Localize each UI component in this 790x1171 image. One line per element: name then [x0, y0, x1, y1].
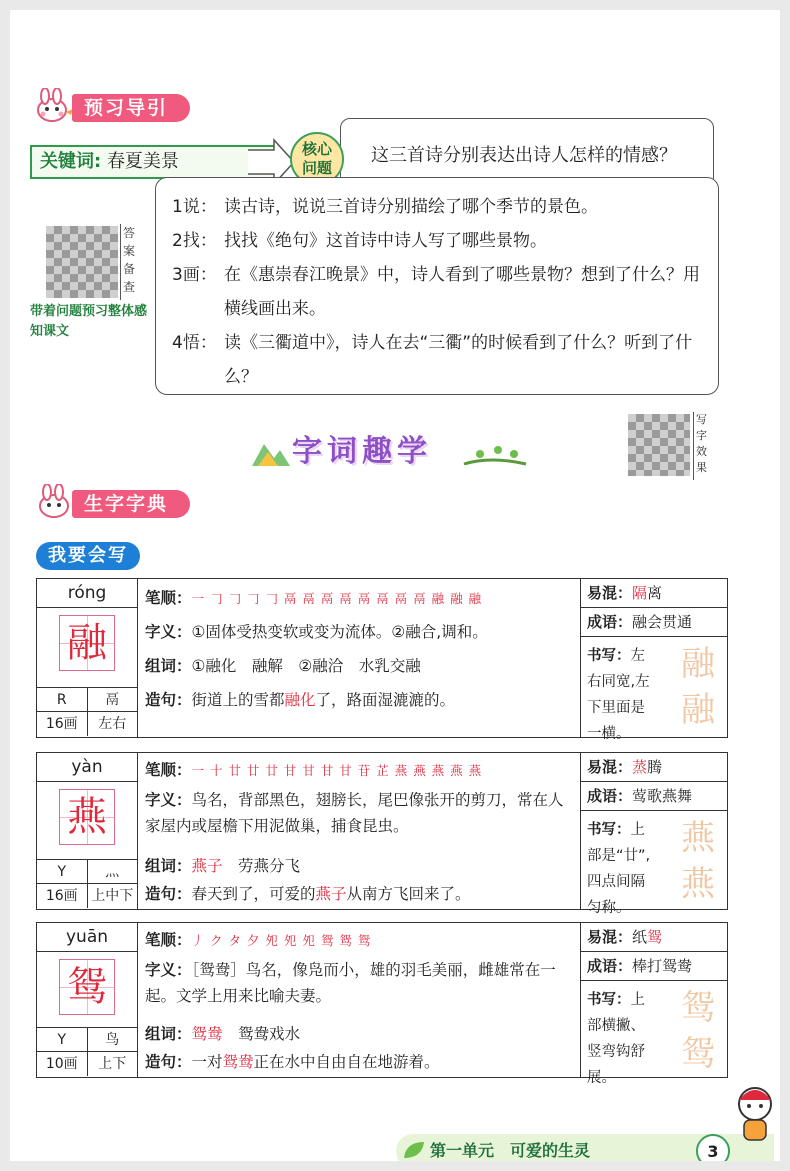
stroke-order-label: 笔顺： [145, 931, 192, 949]
idiom-label: 成语： [587, 613, 633, 631]
confuse-rest: 腾 [647, 758, 663, 776]
task-number: 4悟： [172, 333, 217, 353]
idiom: 融会贯通 [632, 613, 693, 631]
char-display: 鸳 [67, 964, 107, 1010]
copy-char: 燕 [681, 818, 715, 858]
char-info [37, 579, 138, 737]
words-label: 组词： [145, 857, 192, 875]
idiom-label: 成语： [587, 787, 633, 805]
radical-part: 鸟 [105, 1032, 120, 1048]
sentence-pre: 一对 [191, 1053, 223, 1071]
tasks-box [155, 177, 719, 395]
bunny-icon [34, 484, 76, 520]
confuse-red: 鸳 [647, 928, 663, 946]
meaning-label: 字义： [145, 623, 192, 641]
words-label: 组词： [145, 1025, 192, 1043]
section-title-text: 字词趣学 [292, 434, 432, 469]
task-item [172, 224, 702, 258]
mascot-icon [732, 1082, 778, 1146]
char-extra [580, 579, 727, 742]
copy-practice [677, 641, 719, 733]
sentence-post: 了，路面湿漉漉的。 [315, 691, 456, 709]
unit-title: 第一单元 可爱的生灵 [430, 1141, 591, 1160]
stroke-order-label: 笔顺： [145, 761, 192, 779]
leaf-icon [402, 1138, 426, 1161]
char-card [36, 578, 728, 742]
sentence-post: 从南方飞回来了。 [346, 885, 471, 903]
stroke-count: 10画 [37, 1052, 88, 1076]
mountain-icon [250, 438, 290, 468]
task-number: 2找： [172, 231, 217, 251]
write-note [587, 987, 657, 1091]
write-subtitle: 我要会写 [36, 542, 140, 570]
meaning: 鸟名，背部黑色，翅膀长，尾巴像张开的剪刀，常在人家屋内或屋檐下用泥做巢，捕食昆虫。 [145, 791, 564, 835]
copy-char: 融 [681, 690, 715, 730]
sentence-post: 正在水中自由自在地游着。 [253, 1053, 440, 1071]
stroke-order: 一 十 廿 廿 廿 甘 甘 甘 甘 苷 芷 燕 燕 燕 燕 燕 [191, 763, 483, 778]
idiom-row [581, 782, 727, 811]
copy-practice [677, 985, 719, 1077]
radical-row [37, 1027, 137, 1052]
meaning-label: 字义： [145, 961, 192, 979]
copy-practice [677, 815, 719, 907]
char-info [37, 753, 138, 909]
words-highlight: 燕子 [191, 857, 223, 875]
char-display: 融 [67, 620, 107, 666]
write-note-text: 上部是“廿”,四点间隔匀称。 [587, 822, 651, 916]
radical-part: 鬲 [105, 692, 120, 708]
stroke-order-label: 笔顺： [145, 589, 192, 607]
char-grid [59, 789, 115, 845]
idiom-row [581, 608, 727, 637]
radical-letter: Y [37, 1028, 88, 1052]
words-highlight: 鸳鸯 [191, 1025, 223, 1043]
char-card [36, 922, 728, 1086]
confuse-label: 易混： [587, 758, 633, 776]
idiom-label: 成语： [587, 957, 633, 975]
write-note-text: 左右同宽,左下里面是一横。 [587, 648, 650, 742]
core-label-2: 问题 [301, 159, 332, 177]
preview-note: 带着问题预习整体感知课文 [30, 304, 148, 339]
keyword-value: 春夏美景 [106, 151, 179, 172]
task-number: 3画： [172, 265, 217, 285]
write-label: 书写： [587, 992, 631, 1008]
task-item [172, 190, 702, 224]
radical-part: 灬 [105, 864, 120, 880]
stroke-count: 16画 [37, 712, 88, 736]
answer-qr-code[interactable] [46, 226, 118, 298]
core-question-text: 这三首诗分别表达出诗人怎样的情感？ [371, 145, 677, 166]
write-note [587, 643, 657, 747]
bunny-icon [32, 88, 74, 124]
keyword-label: 关键词: [40, 151, 102, 172]
radical-letter: Y [37, 860, 88, 884]
task-item [172, 258, 702, 326]
write-note [587, 817, 657, 921]
sentence-label: 造句： [145, 691, 192, 709]
write-label: 书写： [587, 648, 631, 664]
stroke-order: 丿 ク タ 夕 夗 夗 夗 鸳 鸳 鸳 [191, 933, 372, 948]
write-label: 书写： [587, 822, 631, 838]
char-extra [580, 753, 727, 916]
keyword-bar [30, 145, 276, 179]
stroke-order: 一 𠃌 𠃌 𠃌 𠃌 鬲 鬲 鬲 鬲 鬲 鬲 鬲 鬲 融 融 融 [191, 591, 483, 606]
words-label: 组词： [145, 657, 192, 675]
copy-char: 融 [681, 644, 715, 684]
stroke-row [37, 883, 137, 908]
task-item [172, 326, 702, 394]
confuse-row [581, 579, 727, 608]
confuse-label: 易混： [587, 584, 633, 602]
idiom-row [581, 952, 727, 981]
sprout-icon [460, 442, 530, 468]
task-text: 读古诗，说说三首诗分别描绘了哪个季节的景色。 [224, 197, 598, 217]
pinyin: róng [37, 579, 137, 608]
confuse-label: 易混： [587, 928, 633, 946]
confuse-rest: 纸 [632, 928, 648, 946]
sentence-label: 造句： [145, 1053, 192, 1071]
char-card [36, 752, 728, 916]
writing-qr-label: 写字效果 [693, 412, 712, 480]
task-text: 读《三衢道中》，诗人在去“三衢”的时候看到了什么？听到了什么？ [224, 333, 693, 387]
confuse-red: 隔 [632, 584, 648, 602]
task-text: 在《惠崇春江晚景》中，诗人看到了哪些景物？想到了什么？用横线画出来。 [224, 265, 700, 319]
structure: 上中下 [91, 888, 134, 904]
meaning-label: 字义： [145, 791, 192, 809]
radical-row [37, 687, 137, 712]
preview-title: 预习导引 [72, 94, 190, 122]
radical-letter: R [37, 688, 88, 712]
dict-title: 生字字典 [72, 490, 190, 518]
radical-row [37, 859, 137, 884]
char-grid [59, 959, 115, 1015]
copy-char: 鸳 [681, 1034, 715, 1074]
textbook-page [10, 10, 780, 1161]
stroke-row [37, 1051, 137, 1076]
copy-char: 鸳 [681, 988, 715, 1028]
confuse-row [581, 923, 727, 952]
char-grid [59, 615, 115, 671]
idiom: 莺歌燕舞 [632, 787, 693, 805]
task-text: 找找《绝句》这首诗中诗人写了哪些景物。 [224, 231, 547, 251]
meaning: ［鸳鸯］鸟名，像凫而小，雄的羽毛美丽，雌雄常在一起。文学上用来比喻夫妻。 [145, 961, 556, 1005]
structure: 上下 [98, 1056, 127, 1072]
pinyin: yuān [37, 923, 137, 952]
stroke-row [37, 711, 137, 736]
confuse-red: 蒸 [632, 758, 648, 776]
confuse-rest: 离 [647, 584, 663, 602]
answer-qr-label: 答案备查 [120, 224, 141, 300]
sentence-label: 造句： [145, 885, 192, 903]
idiom: 棒打鸳鸯 [632, 957, 693, 975]
write-note-text: 上部横撇、竖弯钩舒展。 [587, 992, 645, 1086]
meaning: ①固体受热变软或变为流体。②融合,调和。 [191, 623, 488, 641]
writing-qr-code[interactable] [628, 414, 690, 476]
stroke-count: 16画 [37, 884, 88, 908]
sentence-highlight: 燕子 [315, 885, 347, 903]
words: 鸳鸯戏水 [222, 1025, 301, 1043]
confuse-row [581, 753, 727, 782]
sentence-pre: 街道上的雪都 [191, 691, 285, 709]
char-display: 燕 [67, 794, 107, 840]
words: ①融化 融解 ②融洽 水乳交融 [191, 657, 421, 675]
sentence-highlight: 鸳鸯 [222, 1053, 254, 1071]
words: 劳燕分飞 [222, 857, 301, 875]
char-info [37, 923, 138, 1077]
char-extra [580, 923, 727, 1086]
page-number: 3 [696, 1134, 730, 1161]
core-label-1: 核心 [301, 140, 332, 158]
sentence-pre: 春天到了，可爱的 [191, 885, 316, 903]
structure: 左右 [98, 716, 127, 732]
copy-char: 燕 [681, 864, 715, 904]
pinyin: yàn [37, 753, 137, 782]
task-number: 1说： [172, 197, 217, 217]
section-title [250, 420, 530, 472]
sentence-highlight: 融化 [284, 691, 316, 709]
